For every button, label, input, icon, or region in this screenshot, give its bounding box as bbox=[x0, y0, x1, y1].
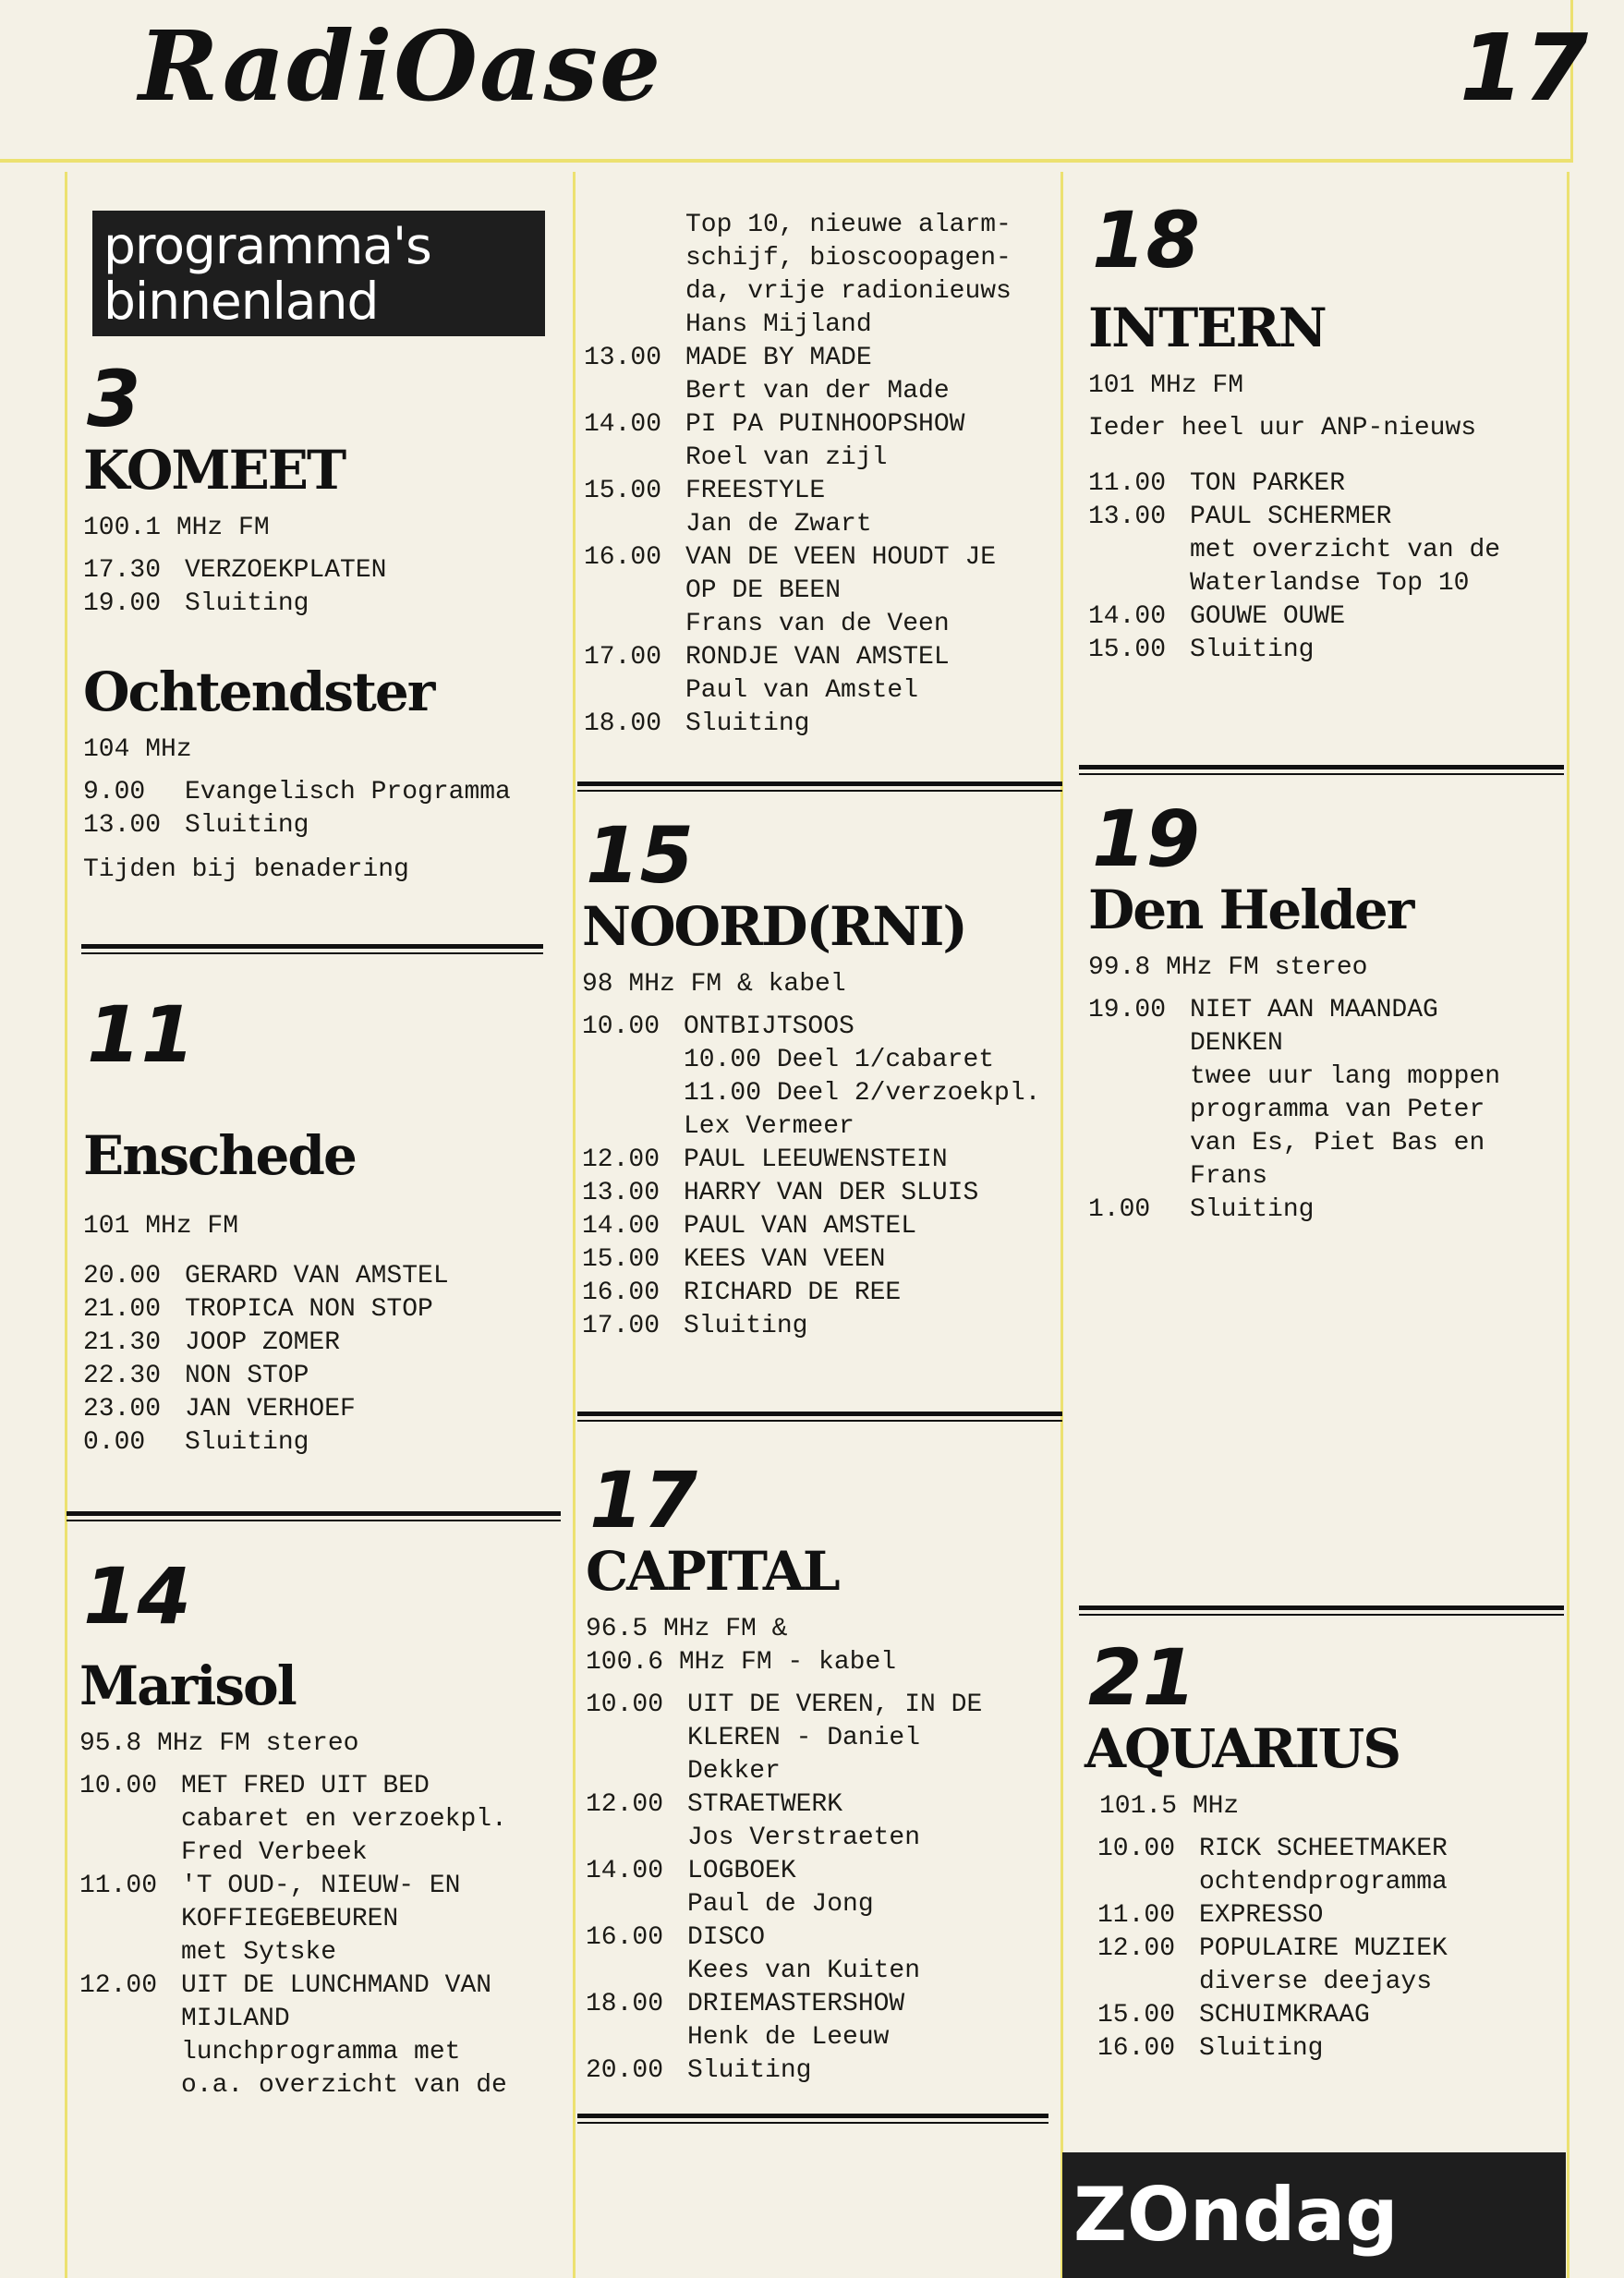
text-line: Top 10, nieuwe alarm- bbox=[685, 211, 1012, 239]
station-aquarius bbox=[1085, 1632, 1556, 2066]
schedule-list bbox=[79, 1770, 560, 2102]
schedule-program: 'T OUD-, NIEUW- EN bbox=[181, 1872, 461, 1900]
schedule-row bbox=[83, 1393, 554, 1426]
schedule-row bbox=[586, 1855, 1057, 1888]
schedule-row bbox=[584, 708, 1046, 741]
station-frequency: 101 MHz FM bbox=[1088, 371, 1244, 400]
schedule-row bbox=[83, 588, 554, 621]
station-frequency: 99.8 MHz FM stereo bbox=[1088, 953, 1368, 982]
station-note: Ieder heel uur ANP-nieuws bbox=[1088, 414, 1477, 442]
schedule-program: KEES VAN VEEN bbox=[684, 1245, 886, 1274]
schedule-detail: Paul van Amstel bbox=[685, 676, 919, 705]
schedule-time: 13.00 bbox=[1088, 503, 1167, 531]
schedule-time: 12.00 bbox=[582, 1145, 661, 1174]
schedule-list bbox=[582, 1011, 1053, 1343]
schedule-row bbox=[582, 1310, 1053, 1343]
station-komeet bbox=[83, 354, 554, 621]
schedule-time: 18.00 bbox=[584, 709, 662, 738]
schedule-program: Evangelisch Programma bbox=[185, 778, 511, 806]
schedule-time: 17.30 bbox=[83, 556, 162, 585]
schedule-row bbox=[1088, 467, 1559, 501]
schedule-row bbox=[586, 1988, 1057, 2021]
schedule-detail: met overzicht van de bbox=[1190, 536, 1501, 564]
schedule-time: 0.00 bbox=[83, 1428, 146, 1457]
schedule-row bbox=[584, 342, 1046, 375]
section-divider bbox=[67, 1511, 561, 1516]
schedule-program: ONTBIJTSOOS bbox=[684, 1012, 854, 1041]
schedule-program: FREESTYLE bbox=[685, 477, 826, 505]
schedule-program: JOOP ZOMER bbox=[185, 1328, 341, 1357]
text-line: Hans Mijland bbox=[685, 310, 872, 339]
schedule-detail: Waterlandse Top 10 bbox=[1190, 569, 1470, 598]
schedule-row bbox=[1097, 2032, 1556, 2066]
schedule-program: GERARD VAN AMSTEL bbox=[185, 1262, 449, 1290]
schedule-detail: met Sytske bbox=[181, 1938, 337, 1967]
schedule-row bbox=[586, 1788, 1057, 1822]
station-number: 3 bbox=[87, 354, 141, 444]
schedule-row bbox=[586, 2054, 1057, 2088]
schedule-time: 16.00 bbox=[584, 543, 662, 572]
banner-line-2: binnenland bbox=[103, 272, 379, 331]
schedule-row bbox=[1088, 501, 1559, 534]
schedule-detail: ochtendprogramma bbox=[1199, 1868, 1448, 1896]
schedule-program: Sluiting bbox=[1190, 636, 1315, 664]
schedule-list bbox=[1085, 1833, 1556, 2066]
station-frequency: 101 MHz FM bbox=[83, 1212, 239, 1241]
schedule-program: Sluiting bbox=[684, 1312, 808, 1340]
schedule-time: 15.00 bbox=[584, 477, 662, 505]
station-name: Den Helder bbox=[1088, 878, 1413, 941]
section-banner bbox=[92, 211, 545, 336]
schedule-program: NON STOP bbox=[185, 1362, 309, 1390]
section-divider bbox=[1079, 1606, 1564, 1610]
schedule-program: PI PA PUINHOOPSHOW bbox=[685, 410, 965, 439]
section-divider bbox=[577, 2114, 1048, 2118]
schedule-row bbox=[1088, 600, 1559, 634]
schedule-row bbox=[1097, 1899, 1556, 1933]
schedule-program: JAN VERHOEF bbox=[185, 1395, 356, 1424]
schedule-time: 16.00 bbox=[582, 1278, 661, 1307]
schedule-time: 13.00 bbox=[83, 811, 162, 840]
schedule-program: Sluiting bbox=[1190, 1195, 1315, 1224]
schedule-program: Sluiting bbox=[185, 1428, 309, 1457]
schedule-program: UIT DE LUNCHMAND VAN bbox=[181, 1971, 492, 2000]
schedule-time: 15.00 bbox=[1088, 636, 1167, 664]
schedule-row bbox=[582, 1177, 1053, 1210]
station-number: 18 bbox=[1092, 195, 1200, 285]
schedule-detail: Roel van zijl bbox=[685, 443, 888, 472]
banner-line-1: programma's bbox=[103, 216, 431, 275]
schedule-time: 22.30 bbox=[83, 1362, 162, 1390]
schedule-row bbox=[1088, 634, 1559, 667]
schedule-time: 10.00 bbox=[586, 1690, 664, 1719]
schedule-time: 14.00 bbox=[584, 410, 662, 439]
page-header bbox=[0, 0, 1589, 163]
schedule-time: 15.00 bbox=[582, 1245, 661, 1274]
station-number: 19 bbox=[1092, 794, 1200, 884]
station-name: AQUARIUS bbox=[1085, 1717, 1400, 1780]
schedule-program: VERZOEKPLATEN bbox=[185, 556, 387, 585]
section-divider bbox=[1079, 765, 1564, 769]
schedule-time: 12.00 bbox=[79, 1971, 158, 2000]
schedule-row bbox=[584, 475, 1046, 508]
schedule-time: 20.00 bbox=[586, 2056, 664, 2085]
schedule-program: PAUL VAN AMSTEL bbox=[684, 1212, 917, 1241]
schedule-program: Sluiting bbox=[185, 589, 309, 618]
schedule-detail: van Es, Piet Bas en bbox=[1190, 1129, 1485, 1157]
schedule-time: 23.00 bbox=[83, 1395, 162, 1424]
schedule-detail: Bert van der Made bbox=[685, 377, 950, 406]
station-frequency: 95.8 MHz FM stereo bbox=[79, 1729, 359, 1758]
schedule-program: RONDJE VAN AMSTEL bbox=[685, 643, 950, 672]
schedule-program: RICHARD DE REE bbox=[684, 1278, 902, 1307]
schedule-detail: twee uur lang moppen bbox=[1190, 1062, 1501, 1091]
day-tab: ZOndag bbox=[1062, 2152, 1566, 2278]
station-name: INTERN bbox=[1088, 297, 1326, 359]
schedule-row bbox=[584, 641, 1046, 674]
schedule-detail: Lex Vermeer bbox=[684, 1112, 854, 1141]
schedule-time: 21.30 bbox=[83, 1328, 162, 1357]
text-line: schijf, bioscoopagen- bbox=[685, 244, 1012, 273]
schedule-row bbox=[582, 1210, 1053, 1243]
schedule-list bbox=[1088, 994, 1559, 1227]
schedule-detail: Kees van Kuiten bbox=[687, 1957, 921, 1985]
schedule-program: Sluiting bbox=[687, 2056, 812, 2085]
schedule-time: 14.00 bbox=[586, 1857, 664, 1885]
schedule-program: SCHUIMKRAAG bbox=[1199, 2001, 1370, 2030]
schedule-row bbox=[582, 1144, 1053, 1177]
station-name: KOMEET bbox=[83, 439, 345, 502]
schedule-row bbox=[584, 541, 1046, 575]
schedule-row bbox=[83, 1360, 554, 1393]
schedule-detail: Henk de Leeuw bbox=[687, 2023, 890, 2052]
schedule-time: 9.00 bbox=[83, 778, 146, 806]
schedule-time: 13.00 bbox=[584, 344, 662, 372]
schedule-detail: programma van Peter bbox=[1190, 1096, 1485, 1124]
schedule-detail: Frans bbox=[1190, 1162, 1268, 1191]
schedule-time: 13.00 bbox=[582, 1179, 661, 1207]
schedule-detail: Jan de Zwart bbox=[685, 510, 872, 539]
schedule-time: 16.00 bbox=[1097, 2034, 1176, 2063]
station-name: NOORD(RNI) bbox=[582, 895, 966, 958]
schedule-program: VAN DE VEEN HOUDT JE bbox=[685, 543, 997, 572]
schedule-detail: Dekker bbox=[687, 1757, 781, 1786]
schedule-detail: Fred Verbeek bbox=[181, 1838, 368, 1867]
station-frequency: 100.1 MHz FM bbox=[83, 514, 270, 542]
schedule-row bbox=[1097, 1833, 1556, 1866]
station-frequency: 101.5 MHz bbox=[1099, 1792, 1240, 1821]
schedule-program: NIET AAN MAANDAG bbox=[1190, 996, 1438, 1024]
station-marisol bbox=[79, 1551, 560, 2102]
page-number: 17 bbox=[1460, 14, 1589, 122]
schedule-detail: KLEREN - Daniel bbox=[687, 1724, 921, 1752]
schedule-time: 16.00 bbox=[586, 1923, 664, 1952]
schedule-time: 10.00 bbox=[1097, 1835, 1176, 1863]
station-number: 14 bbox=[83, 1551, 191, 1642]
schedule-program: MADE BY MADE bbox=[685, 344, 872, 372]
station-intern bbox=[1088, 195, 1559, 667]
station-name: Ochtendster bbox=[83, 660, 434, 723]
schedule-program: HARRY VAN DER SLUIS bbox=[684, 1179, 979, 1207]
schedule-time: 11.00 bbox=[1097, 1901, 1176, 1930]
schedule-row bbox=[83, 554, 554, 588]
schedule-program: GOUWE OUWE bbox=[1190, 602, 1346, 631]
schedule-program: DISCO bbox=[687, 1923, 766, 1952]
schedule-row bbox=[582, 1277, 1053, 1310]
schedule-row bbox=[1088, 1194, 1559, 1227]
schedule-row bbox=[584, 408, 1046, 442]
schedule-program: LOGBOEK bbox=[687, 1857, 796, 1885]
schedule-detail: OP DE BEEN bbox=[685, 576, 842, 605]
station-number: 17 bbox=[589, 1455, 697, 1545]
section-divider bbox=[577, 1412, 1062, 1416]
schedule-time: 14.00 bbox=[1088, 602, 1167, 631]
schedule-row bbox=[83, 1260, 554, 1293]
schedule-detail: DENKEN bbox=[1190, 1029, 1283, 1058]
schedule-detail: lunchprogramma met bbox=[181, 2038, 461, 2066]
schedule-time: 10.00 bbox=[582, 1012, 661, 1041]
station-name: Enschede bbox=[83, 1124, 356, 1187]
schedule-row bbox=[83, 776, 554, 809]
schedule-program: UIT DE VEREN, IN DE bbox=[687, 1690, 983, 1719]
schedule-detail: 10.00 Deel 1/cabaret bbox=[684, 1046, 995, 1074]
masthead-logo: RadiOase bbox=[139, 9, 663, 123]
schedule-time: 1.00 bbox=[1088, 1195, 1151, 1224]
schedule-time: 10.00 bbox=[79, 1772, 158, 1800]
schedule-time: 11.00 bbox=[1088, 469, 1167, 498]
schedule-row bbox=[83, 1293, 554, 1327]
schedule-detail: cabaret en verzoekpl. bbox=[181, 1805, 507, 1834]
schedule-detail: o.a. overzicht van de bbox=[181, 2071, 507, 2100]
station-capital bbox=[586, 1455, 1057, 2088]
station-noord bbox=[582, 810, 1053, 1343]
section-divider bbox=[81, 944, 543, 949]
station-name: CAPITAL bbox=[586, 1540, 839, 1603]
schedule-row bbox=[83, 1327, 554, 1360]
schedule-row bbox=[1088, 994, 1559, 1027]
schedule-row bbox=[79, 1870, 560, 1903]
schedule-time: 19.00 bbox=[83, 589, 162, 618]
schedule-detail: Jos Verstraeten bbox=[687, 1824, 921, 1852]
station-ochtendster bbox=[83, 660, 554, 896]
schedule-time: 12.00 bbox=[1097, 1934, 1176, 1963]
schedule-program: TROPICA NON STOP bbox=[185, 1295, 433, 1324]
schedule-program: MET FRED UIT BED bbox=[181, 1772, 430, 1800]
station-denhelder bbox=[1088, 794, 1559, 1227]
schedule-row bbox=[582, 1011, 1053, 1044]
schedule-program: RICK SCHEETMAKER bbox=[1199, 1835, 1448, 1863]
station-number: 21 bbox=[1088, 1632, 1196, 1723]
schedule-row bbox=[586, 1921, 1057, 1955]
schedule-time: 17.00 bbox=[584, 643, 662, 672]
station-frequency: 96.5 MHz FM & 100.6 MHz FM - kabel bbox=[586, 1615, 897, 1677]
schedule-list bbox=[83, 776, 554, 842]
schedule-program: PAUL SCHERMER bbox=[1190, 503, 1392, 531]
schedule-time: 14.00 bbox=[582, 1212, 661, 1241]
schedule-program: STRAETWERK bbox=[687, 1790, 843, 1819]
schedule-time: 15.00 bbox=[1097, 2001, 1176, 2030]
schedule-row bbox=[582, 1243, 1053, 1277]
station-enschede bbox=[83, 989, 554, 1460]
schedule-time: 18.00 bbox=[586, 1990, 664, 2018]
schedule-row bbox=[83, 809, 554, 842]
continued-text bbox=[584, 209, 1046, 342]
schedule-program: TON PARKER bbox=[1190, 469, 1346, 498]
schedule-detail: MIJLAND bbox=[181, 2005, 290, 2033]
schedule-detail: 11.00 Deel 2/verzoekpl. bbox=[684, 1079, 1041, 1108]
schedule-detail: diverse deejays bbox=[1199, 1968, 1433, 1996]
schedule-time: 11.00 bbox=[79, 1872, 158, 1900]
schedule-row bbox=[79, 1770, 560, 1803]
schedule-time: 17.00 bbox=[582, 1312, 661, 1340]
schedule-program: Sluiting bbox=[185, 811, 309, 840]
schedule-detail: Paul de Jong bbox=[687, 1890, 874, 1919]
schedule-program: POPULAIRE MUZIEK bbox=[1199, 1934, 1448, 1963]
schedule-program: PAUL LEEUWENSTEIN bbox=[684, 1145, 948, 1174]
schedule-list bbox=[584, 342, 1046, 741]
schedule-detail: KOFFIEGEBEUREN bbox=[181, 1905, 399, 1933]
station-number: 15 bbox=[586, 810, 694, 901]
station-frequency: 104 MHz bbox=[83, 735, 192, 764]
schedule-row bbox=[1097, 1999, 1556, 2032]
schedule-list bbox=[1088, 467, 1559, 667]
schedule-row bbox=[83, 1426, 554, 1460]
text-line: da, vrije radionieuws bbox=[685, 277, 1012, 306]
schedule-row bbox=[79, 1969, 560, 2003]
schedule-program: EXPRESSO bbox=[1199, 1901, 1324, 1930]
schedule-time: 12.00 bbox=[586, 1790, 664, 1819]
schedule-time: 20.00 bbox=[83, 1262, 162, 1290]
station-marisol-continued bbox=[584, 209, 1046, 741]
schedule-time: 19.00 bbox=[1088, 996, 1167, 1024]
station-note: Tijden bij benadering bbox=[83, 855, 409, 884]
station-name: Marisol bbox=[79, 1654, 296, 1717]
schedule-detail: Frans van de Veen bbox=[685, 610, 950, 638]
section-divider bbox=[577, 782, 1062, 786]
schedule-row bbox=[586, 1689, 1057, 1722]
schedule-list bbox=[586, 1689, 1057, 2088]
schedule-list bbox=[83, 554, 554, 621]
schedule-time: 21.00 bbox=[83, 1295, 162, 1324]
station-frequency: 98 MHz FM & kabel bbox=[582, 970, 846, 999]
schedule-program: Sluiting bbox=[1199, 2034, 1324, 2063]
station-number: 11 bbox=[87, 989, 195, 1080]
schedule-program: Sluiting bbox=[685, 709, 810, 738]
schedule-list bbox=[83, 1260, 554, 1460]
schedule-row bbox=[1097, 1933, 1556, 1966]
schedule-program: DRIEMASTERSHOW bbox=[687, 1990, 905, 2018]
